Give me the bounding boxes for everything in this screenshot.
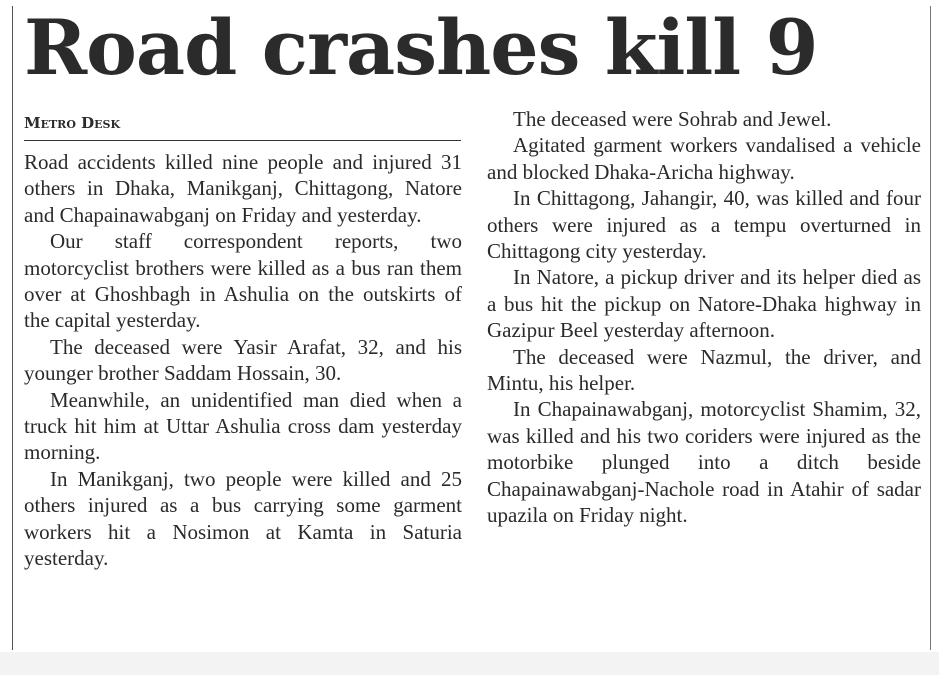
paragraph: Meanwhile, an unidentified man died when a truck hit him at Uttar Ashulia cross dam yesterday morning. (24, 387, 462, 465)
headline: Road crashes kill 9 (24, 3, 818, 92)
byline-divider (24, 140, 461, 141)
byline-desk: Metro Desk (24, 114, 121, 132)
paragraph: In Chittagong, Jahangir, 40, was killed and four others were injured as a tempu overturned in Chittagong city yesterday. (487, 186, 921, 264)
article-column-1 (24, 149, 462, 572)
paragraph: Road accidents killed nine people and injured 31 others in Dhaka, Manikganj, Chittagong, Natore and Chapainawabganj on Friday and yesterday. (24, 150, 462, 227)
page-bottom-edge (0, 652, 939, 675)
paragraph: The deceased were Yasir Arafat, 32, and his younger brother Saddam Hossain, 30. (24, 334, 462, 386)
right-column-rule (930, 6, 931, 650)
paragraph: In Natore, a pickup driver and its helper died as a bus hit the pickup on Natore-Dhaka highway in Gazipur Beel yesterday afternoon. (487, 265, 921, 343)
paragraph: The deceased were Sohrab and Jewel. (513, 107, 832, 131)
paragraph: In Chapainawabganj, motorcyclist Shamim, 32, was killed and his two coriders were injured as the motorbike plunged into a ditch beside Chapainawabganj-Nachole road in Atahir of sadar upazila on Friday night. (487, 397, 921, 528)
left-column-rule (12, 6, 13, 650)
paragraph: Our staff correspondent reports, two motorcyclist brothers were killed as a bus ran them over at Ghoshbagh in Ashulia on the outskirts of the capital yesterday. (24, 229, 462, 333)
article-column-2 (487, 106, 921, 529)
paragraph: Agitated garment workers vandalised a vehicle and blocked Dhaka-Aricha highway. (487, 133, 921, 184)
paragraph: The deceased were Nazmul, the driver, and Mintu, his helper. (487, 344, 921, 396)
paragraph: In Manikganj, two people were killed and 25 others injured as a bus carrying some garment workers hit a Nosimon at Kamta in Saturia yesterday. (24, 466, 462, 571)
